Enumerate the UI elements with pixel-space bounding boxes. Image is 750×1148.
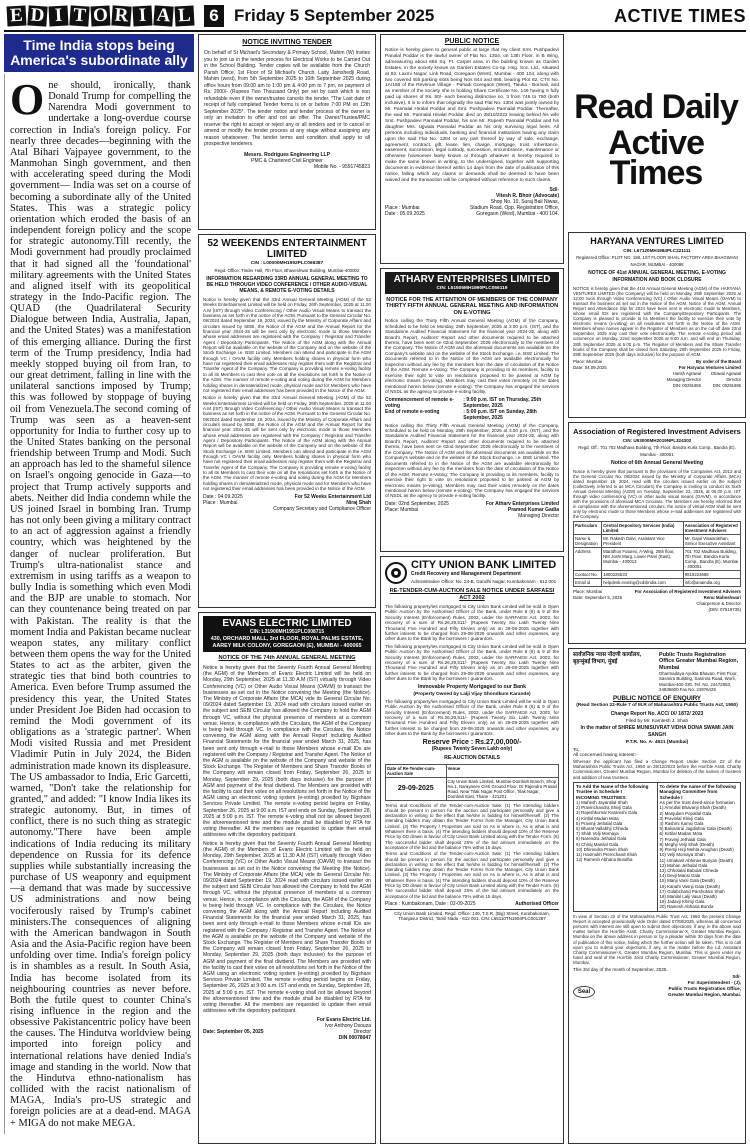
assoc-body: Notice is hereby given that pursuant to the provisions of the Companies Act, 2013 and the General Circular No. 09/2024 issued by the Ministry of Corporate Affairs (MCA) dated September 19, 2024, read with the circulars issued earlier on the subject (collectively referred to as MCA Circulars) the Company is inviting to conduct its Sixth Annual General Meeting (AGM) on Tuesday, September 23, 2025, at 06.00 p.m. IST through video conferencing (VC) or other audio visual means (OAVM), in accordance with the provisions of aforesaid MCA Circulars. The Members are hereby informed that in compliance with the aforementioned circulars, the notice of virtual AGM shall be sent only by electronic mode to those Members whose e-mail addresses are registered with the Company. (573, 469, 741, 520)
atharv-notice (380, 268, 564, 552)
trust-ptr: P.T.R. No. A- 4921 (Mumbai) (625, 740, 689, 746)
editorial-letter: R (111, 5, 131, 26)
assoc-title: Association of Registered Investment Advisers (573, 427, 741, 436)
atharv-body: Notice calling the Thirty Fifth Annual General Meeting (AGM) of the Company, scheduled to be held on Monday, 29th September, 2025 at 3.00 p.m. (IST), and the Standalone Audited Financial Statement for the financial year 2024-25, along with Board's Report, Auditors' Report and other documents required to be attached thereto, have been sent on 02nd September, 2025 electronically to the members of the Company. The Notice of AGM and the aforesaid documents are available on the Company's website and on the website of the Stock Exchange, i.e. BSE Limited. The documents referred to in the Notice of the AGM are available electronically for inspection without any fee by the members from the date of circulation of the Notice of the AGM. Remote e-Voting: The Company is providing to its members, facility to exercise their right to vote on resolutions proposed to be passed at AGM by electronic means (e-voting). Members may cast their votes remotely on the dates mentioned herein below (remote e-voting). The Company has engaged the services of NSDL as the agency to provide e-voting facility. (385, 318, 559, 395)
table-cell: helpdesk.evoting@cdslindia.com (602, 579, 684, 587)
assoc-sig-role: Chairperson & Director (696, 601, 741, 607)
auction-venue: City Union Bank Limited, Mumbai-Dombivli Branch, Shop No.1, Narayanee CHS Ground Floor, Dr Rajendra Prasad Road, Near Tilak Nagar Post Office, Tilak Nagar, Dombivli East, Thane - 421201 (447, 778, 557, 799)
atharv-evote-end-label: End of remote e-voting (385, 408, 440, 415)
list-item: 8) Meghji Velji Shah (Death) (659, 841, 715, 847)
haryana-sig-name2: Dhawal Agrawal (710, 370, 741, 376)
auction-date: 29-09-2025 (386, 777, 447, 800)
trust-body: Whereas the applicant has filed a Change Report Under Section 22 of the Maharashtra Public Trusts Act, 1950 on 28/12/2023 before the Hon'ble Asstt. Charity Commissioner, Greater Mumbai Region, Mumbai for deletion of the names of trustees and addition of new trustees. (573, 759, 741, 780)
cityunion-sub1: Credit Recovery and Management Department (411, 571, 521, 577)
assoc-regd: Regd. Off.: 701 702 Madhava Building, 7th Floor, Bandra Kurla Comp., Bandra (E), Mumbai - 400051 (578, 445, 736, 457)
cityunion-body: The following property/ies mortgaged to City Union Bank Limited will be sold in Open Public Auction by the Authorised Officer of the Bank, under Rule 8 (6) & 9 of the Security Interest (Enforcement) Rules, 2002, under the SARFAESI Act, 2002, for recovery of a sum of Rs.26,29,511/- (Rupees Twenty Six Lakh Twenty Nine Thousand Five Hundred and Fifty Eleven only) as on 28-08-2025 together with further interest to be charged from 29-08-2025 onwards and other expenses, any other dues to the Bank by the borrowers / guarantors. (385, 604, 559, 642)
trust-header-en: Public Trusts Registration Office Greater Mumbai Region, Mumbai (659, 652, 739, 671)
header-rule (4, 30, 746, 32)
atharv-sig-for: For Atharv Enterprises Limited (485, 500, 559, 507)
haryana-regd: Registered Office: PLOT NO. 198, 1ST FLOOR SHAIL FACTORY AREA BHAGWANI NAGAR, MUMBAI - 400088 (576, 255, 738, 267)
atharv-evote-start-label: Commencement of remote e-voting (385, 396, 454, 409)
evans-cin: CIN: L31900MH1951PLC008715 (249, 629, 325, 635)
evans-sig-role: Director (353, 1029, 371, 1036)
haryana-sig-for: By order of the Board (695, 358, 741, 364)
list-item: 13) Chhotalal Babulal Chheda (659, 867, 719, 873)
editorial-column (4, 34, 194, 1144)
page-number: 6 (204, 5, 224, 27)
list-item: 1) Amrutlal Bhavanji Shah (Death) (659, 805, 726, 811)
cityunion-reserve: Reserve Price : Rs.27,00,000/- (422, 738, 522, 746)
cityunion-footer: City Union Bank Limited, Regd. Office: 149, T.S.R. (Big) Street, Kumbakonam, Thanjavur District, Tamil Nadu - 612 001. CIN: L65110TN1904PLC001287 (385, 909, 559, 921)
ent52-sig-place: Place : Mumbai (203, 500, 238, 507)
public-notice-sig-addr2: Stadium Road, Opp. Registration Office, (469, 204, 559, 211)
outgoing-sub: As per the trust deed-since formation (659, 800, 735, 806)
assoc-date: Date: September 5, 2025 (573, 595, 623, 601)
ent52-cin: CIN : L00000MH1992PLC066387 (250, 261, 324, 266)
notice-inviting-tender (198, 34, 376, 230)
atharv-cin: CIN: L51505MH1990PLC056119 (436, 286, 508, 291)
haryana-sig-role2: Director (726, 376, 741, 382)
assoc-sig-for: For Association of Registered Investment Advisers (634, 589, 741, 595)
evans-sig-date: Date: September 05, 2025 (203, 1029, 264, 1036)
outgoing-title: To delete the name of the following Managing Committee from Schedule I (659, 783, 736, 800)
editorial-title: Time India stops being America's subordinate ally (4, 34, 194, 72)
list-item: 7) Shah Velji Momaya (576, 831, 619, 837)
editorial-letter: O (90, 6, 110, 27)
trust-change-report: Change Report No. ACC/ IX/ 1872/ 2023 (610, 711, 704, 718)
list-item: 11) Hasmukh Premchand Shah (576, 852, 637, 858)
trust-sig-role2: Public Trusts Registration Office, (668, 985, 741, 991)
trust-address-en: Dharmadaya Ayukta Bhavan, First Floor, Sasmira Building, Sasmira Road, Worli, Mumbai-400 030. Tel. No. 24472853, 24936600 Fax No. 24976425 (659, 671, 738, 692)
list-item: 18) Manilal Lalji Vasa (Death) (659, 893, 717, 899)
cityunion-terms-cont: Terms and Conditions of the Tender-cum-Auction Sale: (1) The intending bidders should be present in person for the auction and participate personally and give a declaration in writing to the effect that he/she is bidding for himself/herself. (2) The intending bidders may obtain the Tender Forms from the Manager, City Union Bank Limited. (3) The Property / Properties are sold on As is where is, As is what is and Whatever there is basis. (4) The intending bidders should deposit 10% of the Reserve Price by DD drawn in favour of City Union Bank Limited along with the Tender Form. (5) The successful bidder shall deposit 25% of the bid amount immediately on the acceptance of the bid and the balance 75% within 15 days. (385, 851, 559, 899)
outgoing-trustees (658, 783, 741, 911)
editorial-letter: I (48, 6, 68, 27)
table-cell: Mr. Rakesh Dalvi, Assistant Vice President (602, 535, 684, 548)
list-item: 2) Pravinchandra Shivji Gala (576, 805, 632, 811)
editorial-letter: L (174, 6, 194, 27)
atharv-title: ATHARV ENTERPRISES LIMITED (393, 274, 551, 285)
cityunion-sig-place: Place : Kumbakonam, Date : 02-09-2025 (385, 900, 476, 907)
evans-title: EVANS ELECTRIC LIMITED (222, 618, 352, 629)
cityunion-subtitle: RE-TENDER-CUM-AUCTION SALE NOTICE UNDER SARFAESI ACT 2002 (389, 588, 555, 601)
incoming-sub: INCOMING TRUSTEES: (576, 794, 627, 800)
atharv-sig-role: Managing Director (518, 512, 559, 519)
public-notice-sig-name: Vitesh R. Bhoir (Advocate) (496, 192, 559, 199)
atharv-evote-end: : 5:00 p.m. IST on Sunday, 28th September, 2025 (463, 408, 537, 421)
list-item: 5) Balvantrai Jagdishrai Gala (Death) (659, 826, 732, 832)
ent52-sig-date: Date : 04.09.2025 (203, 494, 243, 501)
editorial-letter: D (27, 5, 47, 26)
paper-name: ACTIVE TIMES (613, 5, 746, 26)
tender-body: On behalf of St Michael's Secondary & Primary School, Mahim (W) invites you to join us in the tender process for Electrical Works to be Carried Out in the School Building. Tender copies will be available from the Church Parish Office, 1st Floor of St Michael's Church, Lady Jamshedji Road, Mahim (west), from 5th September 2025 to 10th September 2025 during office hours from 09:00 am to 1:00 pm & 4:00 pm to 7 pm, on payment of Rs. 2000/- (Rupees Two Thousand Only) per set by cash which is non refundable even if the owner/trustee cancels the tender. *The Last date of receipt of fully completed Tender forms is on or before 7:00 PM on 12th September 2025*. The tender notice and tender process of the owner is only an invitation to offer and not an offer. The Owner/Trustee/PMC reserve the right to accept or reject any or all tenders and or to cancel or amend or modify the tender process at any stage without assigning any reason whatsoever. The tender terms and condition shall apply to all prospective tenderers. (204, 50, 370, 147)
table-cell: Name & Designation (574, 535, 602, 548)
trust-sig-role1: For Superintendent - (J), (687, 979, 741, 985)
trust-title: PUBLIC NOTICE OF ENQUIRY (612, 695, 702, 703)
page-header (4, 4, 746, 28)
ent52-subtitle: INFORMATION REGARDING 33RD ANNUAL GENERAL MEETING TO BE HELD THROUGH VIDEO CONFERENCE / OTHER AUDIO-VISUAL MEANS, & REMOTE E-VOTING DETAILS (206, 276, 368, 294)
list-item: 1) Mahesh Jayantilal Shah (576, 800, 628, 806)
editorial-text: ne should, ironically, thank Donald Trump for compelling the Narendra Modi government to undertake a long-overdue course correction in India's foreign policy. For nearly three decades—beginning with the Atal Bihari Vajpayee government, to the Manmohan Singh government, and then with accelerating speed during the Modi government— India was set on a course of becoming a subordinate ally of the United States. This was a strategic policy orientation which eroded the basis of an independent foreign policy and the scope for strategic autonomy.Till recently, the Modi government had proudly proclaimed that it had signed all the 'foundational' military agreements with the United States and aligned itself with its geopolitical strategy in the Indo-Pacific region. The QUAD (the Quadrilateral Security Dialogue between India, Australia, Japan, and the United States) was a manifestation of this emerging alliance. During the first term of the Trump presidency, India had meekly stopped buying oil from Iran, to our great detriment, falling in line with the unilateral sanctions imposed by Trump; this was followed by stoppage of buying oil from Venezuela.The second coming of Trump was seen as a heaven-sent opportunity for India to further cosy up to the United States banking on the personal friendship between Trump and Modi. Such an approach has led to the shameful silence on Israel's ongoing genocide in Gaza—to project that Trump actively supports and abets. Neither did India condemn while the US joined Israel in bombing Iran. Trump has not only been giving a military contract to an act of aggression against a friendly country, which was heightened by the danger of nuclear proliferation. But Trump's ultra-nationalist stance and extremism in using tariffs as a weapon to bully India is something which even Modi and the BJP are unable to stomach. Nor can they countenance being treated on par with Pakistan. The reality is that the moment India and Pakistan became nuclear weapon states, any military conflict between them opens the way for the United States to act as the arbiter, given the strategic ties that bind both countries to America. Even before Trump assumed the presidency this year, the United States under President Joe Biden had occasion to remind the Modi government of its obligations as a 'strategic partner'. When Modi visited Russia and met President Vladimir Putin in July 2024, the Biden administration made known its displeasure. The US ambassador to India, Eric Garcetti, warned, "Don't take the relationship for granted," and added: "I know India likes its strategic autonomy. But, in times of conflict, there is no such thing as strategic autonomy."There have been ample indications of India reducing its military dependence on Russia for its defence supplies while substantially increasing the purchase of US weaponry and equipment—a demand that was made by successive US administrations and now being vociferously raised by Trump's cabinet ministers.The consequences of aligning with the American bandwagon in South Asia and the Asia-Pacific region have been unfolding over time. India's foreign policy is in shambles as a result. In South Asia, India has become isolated from its neighbouring countries as never before. Both the futile quest to counter China's rising influence in the region and the obsessive Pakistancentric policy have been the causes. The Hindutva worldview being imported into foreign policy and international relations have denied India's image and standing in the world. Now that the Hindutva ethno-nationalism has collided with the racist nationalism of MAGA, India's pro-US strategic and foreign policies are at a dead-end. MAGA + MIGA do not make MEGA. (10, 80, 191, 1129)
table-cell: 701 702 Madhava Building, 7th Floor, Bandra Kurla Comp., Bandra (E), Mumbai - 400051 (683, 548, 740, 571)
assoc-sig-din: (DIN: 07519735) (708, 607, 741, 613)
evans-address: 430, ORCHARD MALL, 3rd FLOOR, ROYAL PALMS ESTATE, AAREY MILK COLONY, GOREGAON (E), MUMBAI - 400065 (210, 636, 364, 649)
table-cell: 9819223686 (683, 571, 740, 579)
list-item: 6) Kirtilal Madan Mota (659, 831, 703, 837)
read-daily-promo (568, 88, 744, 228)
haryana-subtitle: NOTICE OF 41st ANNUAL GENERAL MEETING, E-VOTING INFORMATION AND BOOK CLOSURE (588, 270, 726, 283)
ent52-regd: Regd. Office: Tinder Hall, 7th Floor, Bhaveshwar Building, Mumbai-400002 (214, 268, 360, 273)
list-item: 8) Narendra Jethalal Gala (576, 836, 627, 842)
cityunion-schedule-owner: (Property Owned by Lalji Vijay Shondkum Karande) (413, 691, 531, 697)
atharv-body-cont: Notice calling the Thirty Fifth Annual General Meeting (AGM) of the Company, scheduled to be held on Monday, 29th September, 2025 at 3.00 p.m. (IST), and the Standalone Audited Financial Statement for the financial year 2024-25, along with Board's Report, Auditors' Report and other documents required to be attached thereto, have been sent on 02nd September, 2025 electronically to the members of the Company. The Notice of AGM and the aforesaid documents are available on the Company's website and on the website of the Stock Exchange, i.e. BSE Limited. The documents referred to in the Notice of the AGM are available electronically for inspection without any fee by the members from the date of circulation of the Notice of the AGM. Remote e-Voting: The Company is providing to its members, facility to exercise their right to vote on resolutions proposed to be passed at AGM by electronic means (e-voting). Members may cast their votes remotely on the dates mentioned herein below (remote e-voting). The Company has engaged the services of NSDL as the agency to provide e-voting facility. (385, 422, 559, 499)
trust-day-line: This 3rd day of the month of September, 2025. (573, 966, 668, 972)
list-item: 9) Chiraj Manilal Gala (576, 841, 619, 847)
editorial-letter: I (132, 6, 152, 27)
list-item: 14) Devji Mansi Gala (659, 873, 701, 879)
cityunion-body-cont: The following property/ies mortgaged to City Union Bank Limited will be sold in Open Public Auction by the Authorised Officer of the Bank, under Rule 8 (6) & 9 of the Security Interest (Enforcement) Rules, 2002, under the SARFAESI Act, 2002, for recovery of a sum of Rs.26,29,511/- (Rupees Twenty Six Lakh Twenty Nine Thousand Five Hundred and Fifty Eleven only) as on 28-08-2025 together with further interest to be charged from 29-08-2025 onwards and other expenses, any other dues to the Bank by the borrowers / guarantors. (385, 643, 559, 682)
ent52-notice (198, 234, 376, 608)
list-item: 12) Mohan Jethalal Gala (659, 862, 708, 868)
list-item: 17) Gulabchand Parshotam Shah (659, 888, 725, 894)
list-item: 16) Kanahi Vasnji Gala (Death) (659, 883, 720, 889)
assoc-table (573, 521, 741, 587)
table-cell: info@ariaindia.org (683, 579, 740, 587)
evans-sig-din: DIN 00078047 (338, 1035, 371, 1042)
assoc-th: Particulars (574, 522, 602, 535)
trust-to: To, (573, 748, 580, 754)
table-cell: Email id (574, 579, 602, 587)
cityunion-auction-table (385, 764, 559, 801)
editorial-logo (4, 4, 196, 28)
atharv-banner (385, 272, 559, 294)
tender-sig-line3: Mobile No. - 9591745823 (313, 163, 370, 170)
ent52-body-cont: Notice is hereby given that the 33rd Annual General Meeting (AGM) of the 52 Weeks Entertainment Limited will be held on Friday, 26th September, 2025 at 11.00 A.M (IST) through Video Conferencing / Other Audio Visual Means to transact the business as set forth in the notice of the AGM. Pursuant to the General Circular No. 09/2024 dated September 19, 2024, issued by the Ministry of Corporate Affairs and circulars issued by SEBI, the Notice of the AGM and the Annual Report for the financial year 2024-25 will be sent only by electronic mode to those Members whose email addresses are registered with the Company / Registrar and Transfer Agent / Depository Participants. The Notice of the AGM along with the Annual Report will be available on the website of the Company and on the website of the Stock Exchange i.e. BSE Limited. Members can attend and participate in the AGM through VC / OAVM facility only. Members holding shares in physical form who have not registered their email addresses may register them with the Registrar and Transfer Agent of the Company. The Company is providing remote e-voting facility to all its Members to cast their vote on all the resolutions set forth in the Notice of the AGM. The manner of remote e-voting and voting during the AGM for Members holding shares in dematerialized mode, physical mode and for Members who have not registered their email addresses has been provided in the Notice of the AGM. (203, 395, 371, 492)
trust-filed-by: Filed by Mr. Kamlesh J. Shah (625, 719, 689, 725)
public-notice-date: Date : 05.09.2025 (385, 210, 425, 217)
haryana-sig-name1: Harish Agrawal (672, 370, 701, 376)
cityunion-schedule-title: Immovable Property Mortgaged to our Bank (417, 683, 527, 690)
trust-subtitle: (Read Section 22-Rule 7 of M.R of Maharashtra Public Trusts Act, 1950) (576, 703, 738, 709)
incoming-title: To Add the Name of the following Trustee in Schedule I (576, 783, 649, 795)
table-row (574, 579, 741, 587)
atharv-sig-date: Date: 02nd September, 2025 (385, 500, 449, 507)
trust-concerned: All concerned having interest:- (573, 753, 638, 759)
table-cell: Address (574, 548, 602, 571)
haryana-cin: CIN: L67120MH1984PLC221111 (623, 248, 691, 253)
cityunion-terms: Terms and Conditions of the Tender-cum-Auction Sale: (1) The intending bidders should be present in person for the auction and participate personally and give a declaration in writing to the effect that he/she is bidding for himself/herself. (2) The intending bidders may obtain the Tender Forms from the Manager, City Union Bank Limited. (3) The Property / Properties are sold on As is where is, As is what is and Whatever there is basis. (4) The intending bidders should deposit 10% of the Reserve Price by DD drawn in favour of City Union Bank Limited along with the Tender Form. (5) The successful bidder shall deposit 25% of the bid amount immediately on the acceptance of the bid and the balance 75% within 15 days. (385, 802, 559, 850)
cityunion-auction-title: RE-AUCTION DETAILS (444, 754, 500, 761)
haryana-notice (568, 232, 746, 418)
cityunion-sub2: Administrative Office: No. 24-B, Gandhi Nagar, Kumbakonam - 612 001 (411, 579, 557, 584)
evans-sig-for: For Evans Electric Ltd. (316, 1017, 371, 1024)
public-notice-sig-addr1: Shop No. 10, Suraj Bali Niwas, (490, 198, 559, 205)
incoming-list (576, 800, 655, 862)
haryana-sig-din2: DIN: 00291686 (712, 382, 741, 388)
bank-logo-icon (385, 562, 407, 584)
trust-sig: Sd/- (732, 973, 741, 979)
ent52-sig-role: Company Secretary and Compliance Officer (273, 506, 371, 513)
public-notice-sig: Sd/- (549, 186, 559, 193)
incoming-trustees (574, 783, 658, 911)
editorial-letter: T (69, 5, 89, 26)
public-notice-sig-addr3: Goregaon (West), Mumbai - 400 104. (476, 210, 559, 217)
seal-icon: Seal (573, 986, 595, 998)
list-item: 7) Pravinji Jethalal Gala (659, 836, 706, 842)
atharv-evote-start: : 9:00 p.m. IST on Thursday, 25th September, 2025 (463, 396, 542, 409)
trust-name: In the matter of SHREE MUNISUVRAT VIDHA DONA SWAMI JAIN SANGH (580, 725, 734, 739)
haryana-place: Place: Mumbai (573, 358, 603, 364)
cityunion-header (385, 560, 559, 585)
assoc-notice (568, 422, 746, 644)
ent52-sig-for: For 52 Weeks Entertainment Ltd (294, 494, 371, 501)
list-item: 19) Jadavji Khimji Gala (659, 899, 705, 905)
trust-header-mr: सार्वजनिक न्यास नोंदणी कार्यालय, बृहन्मुंबई विभाग, मुंबई (573, 652, 642, 665)
outgoing-list (660, 805, 739, 909)
list-item: 15) Manji Varsi Gala (Death) (659, 878, 715, 884)
public-notice (380, 34, 564, 264)
public-notice-place: Place : Mumbai (385, 204, 420, 211)
ent52-title: 52 WEEKENDS ENTERTAINMENT LIMITED (207, 238, 367, 260)
table-row (574, 535, 741, 548)
table-cell: Marathon Futurex, A-Wing, 25th floor, NM Joshi Marg, Lower Parel (East), Mumbai - 400013 (602, 548, 684, 571)
trust-trustee-table (573, 782, 741, 912)
public-notice-title: PUBLIC NOTICE (444, 38, 500, 45)
evans-notice (198, 612, 376, 1144)
atharv-subtitle: NOTICE FOR THE ATTENTION OF MEMBERS OF THE COMPANY THIRTY FIFTH ANNUAL GENERAL MEETING AND INFORMATION ON E-VOTING (385, 297, 559, 316)
table-row (574, 548, 741, 571)
list-item: 4) Rashmi Kamsi Gala (659, 821, 704, 827)
atharv-sig-name: Pramod Kumar Gadia (507, 506, 559, 513)
trust-notice (568, 648, 746, 1144)
list-item: 10) Velji Momaya Shah (659, 852, 705, 858)
table-cell: Mr. Gajul Viswanathan, Senior Executive Assistant (683, 535, 740, 548)
list-item: 10) Dhirendra Pravin Shah (576, 846, 628, 852)
list-item: 6) Bharat Vallabhji Chheda (576, 826, 629, 832)
assoc-cin: CIN: U93000MH2019NPL324302 (622, 438, 692, 443)
ent52-body: Notice is hereby given that the 33rd Annual General Meeting (AGM) of the 52 Weeks Entertainment Limited will be held on Friday, 26th September, 2025 at 11.00 A.M (IST) through Video Conferencing / Other Audio Visual Means to transact the business as set forth in the notice of the AGM. Pursuant to the General Circular No. 09/2024 dated September 19, 2024, issued by the Ministry of Corporate Affairs and circulars issued by SEBI, the Notice of the AGM and the Annual Report for the financial year 2024-25 will be sent only by electronic mode to those Members whose email addresses are registered with the Company / Registrar and Transfer Agent / Depository Participants. The Notice of the AGM along with the Annual Report will be available on the website of the Company and on the website of the Stock Exchange i.e. BSE Limited. Members can attend and participate in the AGM through VC / OAVM facility only. Members holding shares in physical form who have not registered their email addresses may register them with the Registrar and Transfer Agent of the Company. The Company is providing remote e-voting facility to all its Members to cast their vote on all the resolutions set forth in the Notice of the AGM. The manner of remote e-voting and voting during the AGM for Members holding shares in dematerialized mode, physical mode and for Members who have not registered their email addresses has been provided in the Notice of the AGM. (203, 297, 371, 393)
haryana-body: NOTICE is hereby given that the 41st Annual General Meeting (AGM) of the HARYANA VENTURES LIMITED (the Company) will be held on Monday, 29th September 2025 at 12:00 noon through Video Conferencing (VC) / Other Audio Visual Means (OAVM) to transact the business as set out in the Notice of the AGM. Notice of the AGM, Annual Report and Attendance Slip for 2024 have been sent in electronic mode to Members, whose email IDs are registered with the Company/Depository Participants. The Company is pleased to provide to its Members the facility to exercise their vote by electronic means (e-voting) on all resolutions set forth in the Notice of the AGM. Members whose names appear in the Register of Members as on the cut-off date 22nd September, 2025 may cast their vote electronically. The remote e-voting period will commence on Monday, 22nd September 2025 at 9.00 a.m. and will end on Thursday, 28th September 2025 at 5.00 p.m. The Register of Members and the Share Transfer books of the Company shall be closed from Saturday, 20th September 2025 to Friday, 29th September 2025 (both days inclusive) for the purpose of AGM. (573, 286, 741, 357)
auction-col1-header: Date of Re-Tender-cum-Auction Sale (386, 764, 447, 777)
evans-subtitle: NOTICE OF THE 74th ANNUAL GENERAL MEETING (218, 655, 356, 661)
table-cell: 1800225533 (602, 571, 684, 579)
evans-banner (203, 616, 371, 652)
list-item: 5) Pravinji Jethalal Gala (576, 820, 623, 826)
read-daily-line1: Read Daily (574, 88, 738, 126)
editorial-body (4, 74, 194, 1134)
cityunion-sig-role: Authorised Officer (515, 900, 559, 907)
list-item: 3) Rajeshkumar Karamshi Gala (576, 810, 638, 816)
issue-date: Friday 5 September 2025 (234, 6, 435, 25)
assoc-th: Central Depository Services (India) Limited (602, 522, 684, 535)
list-item: 11) Umakant Abhinav Bunyan (Death) (659, 857, 734, 863)
assoc-sig-name: Renu Maheshwari (703, 595, 741, 601)
assoc-place: Place: Mumbai (573, 589, 603, 595)
list-item: 9) Premji Hirji Mehta Anughan (Death) (659, 847, 734, 853)
table-row (574, 571, 741, 579)
trust-body2: In view of Section 22 of the Maharashtra Public Trust Act, 1950 the present Change Report is accepted provisionally vide Order dated 07/08/2025, whereas all concerned persons with interest are still open to submit their objections, if any, in the above said matter before the Hon'ble Asstt. Charity Commissioner-X, Greater Mumbai Region, Mumbai on the above address in person or by a pleader within 30 days from the date of publication of this notice, failing which the further action will be taken. This is to call upon you to submit your objections, if any, in the matter before the Ld. Assistant Charity Commissioner-X, Greater Mumbai Region, Mumbai. This is given under my hand and seal of the Hon'ble Joint Charity Commissioner, Greater Mumbai Region, Mumbai. (573, 913, 741, 966)
haryana-sig-role1: Managing Director (666, 376, 701, 382)
editorial-letter: A (153, 5, 173, 26)
evans-body: Notice is hereby given that the Seventy Fourth Annual General Meeting (the AGM) of the Members of Evans Electric Limited will be held on Monday, 29th September, 2025 at 11.30 A.M (IST) virtually through Video Conferencing (VC) or Other Audio Visual Means (OAVM) to transact the businesses as set out in the Notice convening the Meeting (the Notice). The Ministry of Corporate Affairs (the MCA) vide its General Circular No. 09/2024 dated September 19, 2024 read with circulars issued earlier on the subject and SEBI Circular has allowed the Company to hold the AGM through VC, without the physical presence of members at a common venue. Hence, in compliance with the Circulars, the AGM of the Company is being held through VC. In compliance with the Circulars, the Notice convening the AGM along with the Annual Report including Audited Financial Statements for the financial year ended March 31, 2025, has been sent only through e-mail to those Members whose e-mail IDs are registered with the Company / Registrar and Transfer Agent. The Notice of the AGM is available on the website of the Company and website of the Stock Exchange. The Register of Members and Share Transfer Books of the Company will remain closed from Friday, September 26, 2025 to Monday, September 29, 2025 (both days inclusive) for the purpose of AGM and payment of the final dividend. The Members are provided with the facility to cast their votes on all resolutions set forth in the Notice of the AGM using an electronic voting system (e-voting) provided by Bigshare Services Private Limited. The remote e-voting period begins on Friday, September 26, 2025 at 9:00 a.m. IST and ends on Sunday, September 28, 2025 at 5:00 p.m. IST. The remote e-voting shall not be allowed beyond the aforementioned time and the module shall be disabled by RTA for voting thereafter. All the members are requested to update their email addresses with the depository participant. (203, 665, 371, 839)
auction-col2-header: Venue (446, 764, 558, 777)
list-item: 12) Ramesh Abhana Bundha (576, 857, 633, 863)
cityunion-title: CITY UNION BANK LIMITED (411, 559, 557, 571)
evans-body-cont: Notice is hereby given that the Seventy Fourth Annual General Meeting (the AGM) of the Members of Evans Electric Limited will be held on Monday, 29th September, 2025 at 11.30 A.M (IST) virtually through Video Conferencing (VC) or Other Audio Visual Means (OAVM) to transact the businesses as set out in the Notice convening the Meeting (the Notice). The Ministry of Corporate Affairs (the MCA) vide its General Circular No. 09/2024 dated September 19, 2024 read with circulars issued earlier on the subject and SEBI Circular has allowed the Company to hold the AGM through VC, without the physical presence of members at a common venue. Hence, in compliance with the Circulars, the AGM of the Company is being held through VC. In compliance with the Circulars, the Notice convening the AGM along with the Annual Report including Audited Financial Statements for the financial year ended March 31, 2025, has been sent only through e-mail to those Members whose e-mail IDs are registered with the Company / Registrar and Transfer Agent. The Notice of the AGM is available on the website of the Company and website of the Stock Exchange. The Register of Members and Share Transfer Books of the Company will remain closed from Friday, September 26, 2025 to Monday, September 29, 2025 (both days inclusive) for the purpose of AGM and payment of the final dividend. The Members are provided with the facility to cast their votes on all resolutions set forth in the Notice of the AGM using an electronic voting system (e-voting) provided by Bigshare Services Private Limited. The remote e-voting period begins on Friday, September 26, 2025 at 9:00 a.m. IST and ends on Sunday, September 28, 2025 at 5:00 p.m. IST. The remote e-voting shall not be allowed beyond the aforementioned time and the module shall be disabled by RTA for voting thereafter. All the members are requested to update their email addresses with the depository participant. (203, 840, 371, 1015)
cityunion-reserve-words: (Rupees Twenty Seven Lakh only) (431, 745, 513, 752)
read-daily-line2: Active Times (607, 124, 705, 192)
list-item: 2) Manjuben Popatlal Gala (659, 810, 712, 816)
list-item: 3) Pravinlal Shivji Gala (659, 815, 704, 821)
ent52-sig-name: Niraj Shah (346, 500, 371, 507)
list-item: 4) Kirtilal Madan Mota (576, 815, 619, 821)
tender-sig-name: Messrs. Rodrigues Engineering LLP (244, 151, 330, 158)
tender-sig-line2: PMC & Chartered Civil Engineer (251, 157, 323, 164)
list-item: 20) Ramesh Abhana Bunda (659, 904, 714, 910)
evans-sig-name: Ivor Anthony Dsouza (324, 1023, 371, 1030)
assoc-subtitle: Notice of 6th Annual General Meeting (610, 460, 704, 466)
table-cell: Contact No. (574, 571, 602, 579)
haryana-date: Date: 04.09.2025 (573, 364, 607, 370)
cityunion-notice (380, 556, 564, 1144)
haryana-sig-company: For Haryana Ventures Limited (678, 364, 741, 370)
assoc-th: Association of Registered Investment Advisers (683, 522, 740, 535)
editorial-letter: E (6, 6, 26, 27)
atharv-sig-place: Place: Mumbai (385, 506, 419, 513)
cityunion-schedule-text: The following property/ies mortgaged to City Union Bank Limited will be sold in Open Public Auction by the Authorised Officer of the Bank, under Rule 8 (6) & 9 of the Security Interest (Enforcement) Rules, 2002, under the SARFAESI Act, 2002, for recovery of a sum of Rs.26,29,511/- (Rupees Twenty Six Lakh Twenty Nine Thousand Five Hundred and Fifty Eleven only) as on 28-08-2025 together with further interest to be charged from 29-08-2025 onwards and other expenses, any other dues to the Bank by the borrowers / guarantors. (385, 698, 559, 737)
public-notice-body: Notice is hereby given to general public at large that my client Smt. Pushpadevi Panalal Poddar is the lawful owner of Flat No. 1304, on 13th Floor, in B Wing, admeasuring about 665 Sq. Ft. Carpet area, in the building known as Garden Estates, in the society known as Garden Estates Co-op. Hsg. Soc. Ltd., situated at 82, Laxmi Nagar, Link Road, Goregaon (West), Mumbai - 400 104, along with two covered stilt parking slots being Nos 844 and 865, bearing Plot 82, CTS No. 1A/158 of the Revenue Village - Pahadi Goregaon (West), Taluka - Borivali, and as member of the society she is holding Share Certificate No. 149 having 5 fully paid up shares of Rs. 50/- each bearing distinctive no. 3 from 746 to 750 (both inclusive). It is to inform that originally the said Flat No. 1304 was jointly owned by Mr. Pannalal Hiralal Poddar and Smt. Pushpadevi Pannalal Poddar. Thereafter, the said Mr. Pannalal Hiralal Poddar died on 28/10/2022 leaving behind his wife Smt. Pushpadevi Pannalal Poddar, his son Mr. Rupesh Pannalal Poddar and his daughter Mrs. Ujjwala Pannalal Poddar as his only surviving legal heirs. All persons including individuals, banking and financial institutions having any claim upon the said Flat No. 1304 or any part thereof by way of sale, exchange, agreement, contract, gift, lease, lien, charge, mortgage, trust, inheritance, easement, succession, legal custody, succession, encumbrance, maintenance or otherwise howsoever lately known or through whatever is hereby required to make the same known in writing, to the undersigned, together with supporting documents in evidence thereof within 14 days from the date of publication of this notice, failing which any claims or demands shall be deemed to have been waived and the transaction will be completed without reference to such claims. (385, 48, 559, 183)
tender-title: NOTICE INVITING TENDER (242, 39, 332, 46)
trust-sig-role3: Greater Mumbai Region, Mumbai. (668, 991, 741, 997)
haryana-sig-din1: DIN: 00291656 (672, 382, 701, 388)
editorial-dropcap: O (10, 75, 45, 124)
haryana-title: HARYANA VENTURES LIMITED (590, 236, 724, 246)
